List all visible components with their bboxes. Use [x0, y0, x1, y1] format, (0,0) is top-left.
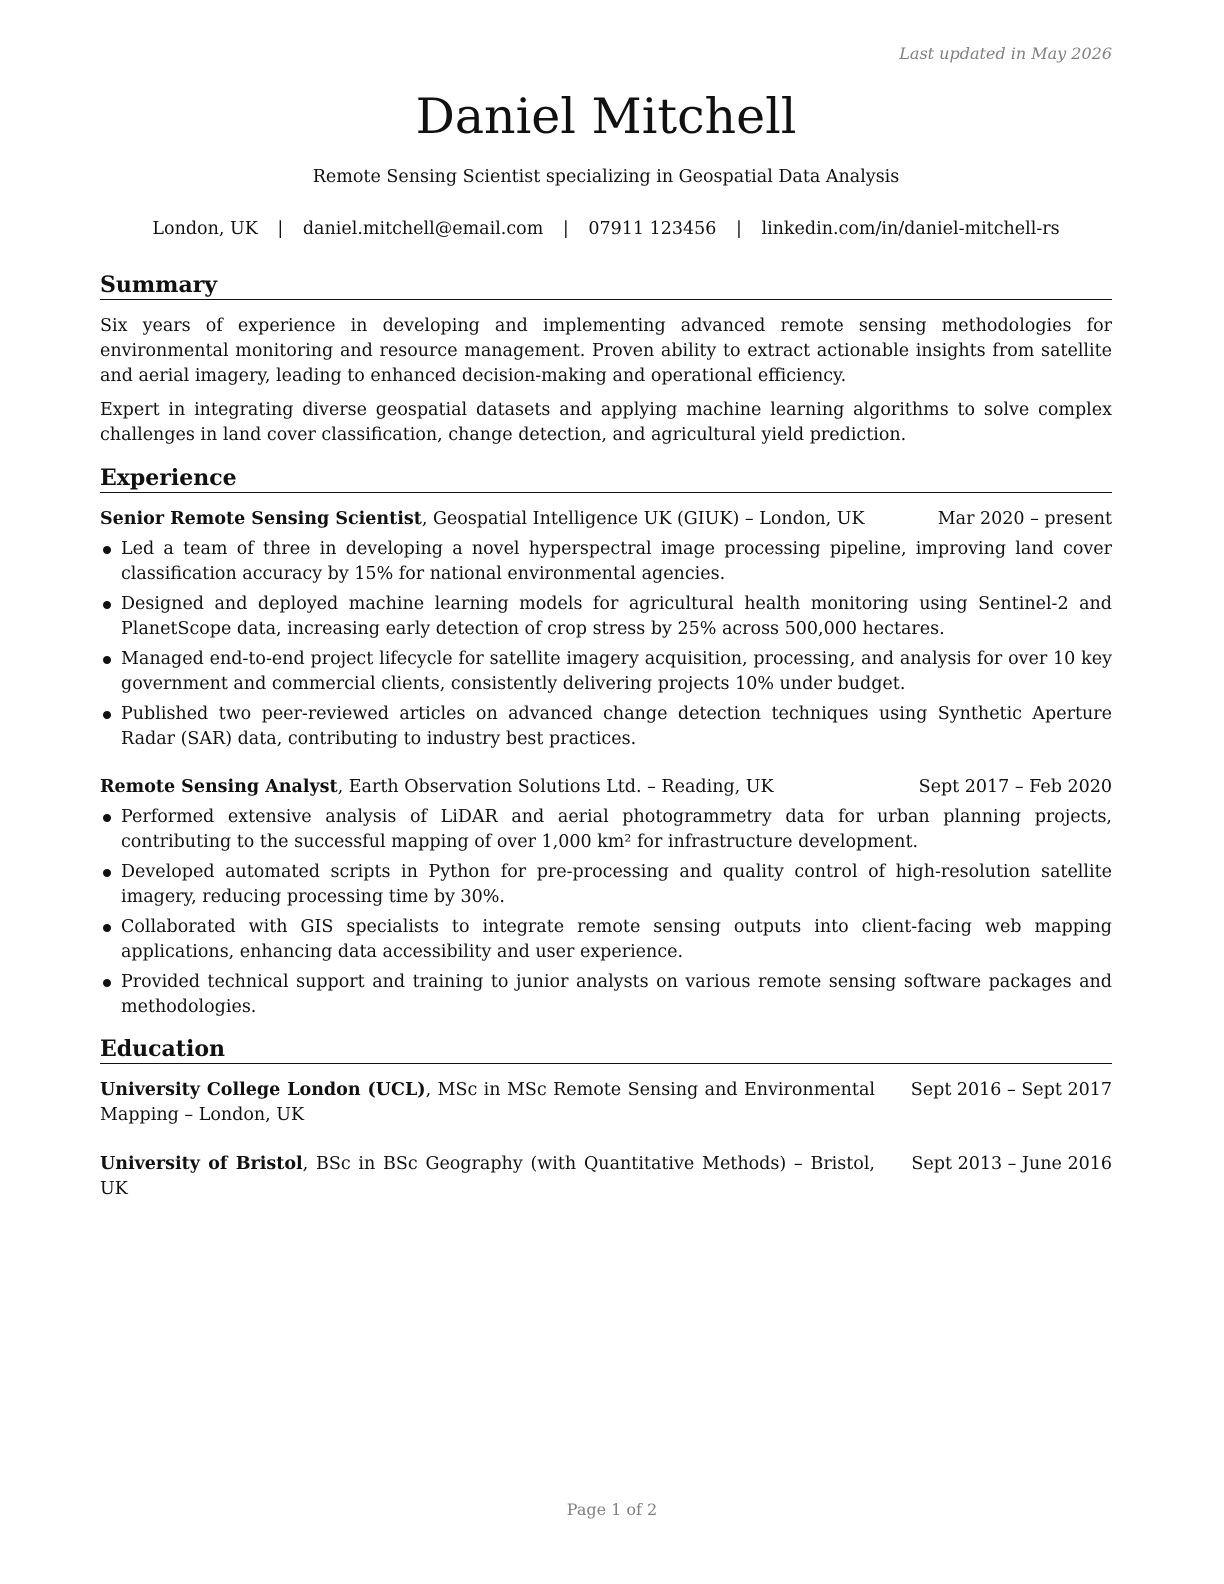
- job-header: [100, 507, 1112, 532]
- contact-location: London, UK: [152, 219, 258, 239]
- list-item: [100, 702, 1112, 752]
- bullet-icon: [103, 601, 111, 609]
- list-item: [100, 592, 1112, 642]
- contact-linkedin-link[interactable]: linkedin.com/in/daniel-mitchell-rs: [761, 219, 1060, 239]
- contact-email-link[interactable]: daniel.mitchell@email.com: [302, 219, 544, 239]
- summary-paragraph: Six years of experience in developing and implementing advanced remote sensing methodologies for environmental monitoring and resource management. Proven ability to extract actionable insights from satellite and aerial imagery, leading to enhanced decision-making and operational efficiency.: [100, 316, 1112, 386]
- job-bullet-list: [100, 805, 1112, 1025]
- education-detail: , BSc in BSc Geography (with Quantitative Methods) – Bristol, UK: [100, 1154, 875, 1199]
- bullet-text: Collaborated with GIS specialists to integrate remote sensing outputs into client-facing web mapping applications, enhancing data accessibility and user experience.: [121, 917, 1112, 962]
- job-title: Remote Sensing Analyst: [100, 777, 338, 797]
- bullet-text: Managed end-to-end project lifecycle for satellite imagery acquisition, processing, and analysis for over 10 key government and commercial clients, consistently delivering projects 10% under budget.: [121, 649, 1112, 694]
- job-organization: , Earth Observation Solutions Ltd. – Reading, UK: [337, 777, 774, 797]
- contact-separator: |: [277, 219, 284, 239]
- education-entry: [100, 1152, 1112, 1202]
- education-detail: , MSc in MSc Remote Sensing and Environmental Mapping – London, UK: [100, 1080, 875, 1125]
- bullet-icon: [103, 711, 111, 719]
- bullet-icon: [103, 869, 111, 877]
- page-number: Page 1 of 2: [566, 1500, 658, 1519]
- education-dates: Sept 2013 – June 2016: [911, 1154, 1112, 1174]
- contact-line: [100, 219, 1112, 239]
- list-item: [100, 970, 1112, 1020]
- job-dates: Mar 2020 – present: [937, 509, 1112, 529]
- contact-separator: |: [562, 219, 569, 239]
- list-item: [100, 805, 1112, 855]
- bullet-text: Designed and deployed machine learning models for agricultural health monitoring using Sentinel-2 and PlanetScope data, increasing early detection of crop stress by 25% across 500,000 hectares.: [121, 594, 1112, 639]
- contact-separator: |: [735, 219, 742, 239]
- bullet-icon: [103, 979, 111, 987]
- job-title: Senior Remote Sensing Scientist: [100, 509, 422, 529]
- bullet-icon: [103, 546, 111, 554]
- candidate-name: Daniel Mitchell: [415, 88, 797, 145]
- bullet-text: Performed extensive analysis of LiDAR and aerial photogrammetry data for urban planning projects, contributing to the successful mapping of over 1,000 km² for infrastructure development.: [121, 807, 1112, 852]
- list-item: [100, 537, 1112, 587]
- job-organization: , Geospatial Intelligence UK (GIUK) – London, UK: [421, 509, 865, 529]
- education-school: University College London (UCL): [100, 1080, 426, 1100]
- candidate-tagline: Remote Sensing Scientist specializing in Geospatial Data Analysis: [312, 167, 900, 187]
- summary-heading: Summary: [100, 271, 1112, 300]
- bullet-icon: [103, 814, 111, 822]
- bullet-text: Led a team of three in developing a novel hyperspectral image processing pipeline, improving land cover classification accuracy by 15% for national environmental agencies.: [121, 539, 1112, 584]
- bullet-text: Developed automated scripts in Python for pre-processing and quality control of high-resolution satellite imagery, reducing processing time by 30%.: [121, 862, 1112, 907]
- experience-heading: Experience: [100, 464, 1112, 493]
- contact-phone[interactable]: 07911 123456: [588, 219, 717, 239]
- last-updated-note: Last updated in May 2026: [899, 44, 1112, 63]
- list-item: [100, 915, 1112, 965]
- bullet-text: Provided technical support and training to junior analysts on various remote sensing software packages and methodologies.: [121, 972, 1112, 1017]
- education-dates: Sept 2016 – Sept 2017: [910, 1080, 1112, 1100]
- bullet-icon: [103, 924, 111, 932]
- summary-paragraph: Expert in integrating diverse geospatial datasets and applying machine learning algorithms to solve complex challenges in land cover classification, change detection, and agricultural yield prediction.: [100, 400, 1112, 445]
- education-entry: [100, 1078, 1112, 1128]
- job-header: [100, 775, 1112, 800]
- education-school: University of Bristol: [100, 1154, 303, 1174]
- job-dates: Sept 2017 – Feb 2020: [918, 777, 1112, 797]
- bullet-icon: [103, 656, 111, 664]
- list-item: [100, 860, 1112, 910]
- education-heading: Education: [100, 1035, 1112, 1064]
- list-item: [100, 647, 1112, 697]
- bullet-text: Published two peer-reviewed articles on advanced change detection techniques using Synthetic Aperture Radar (SAR) data, contributing to industry best practices.: [121, 704, 1112, 749]
- job-bullet-list: [100, 537, 1112, 757]
